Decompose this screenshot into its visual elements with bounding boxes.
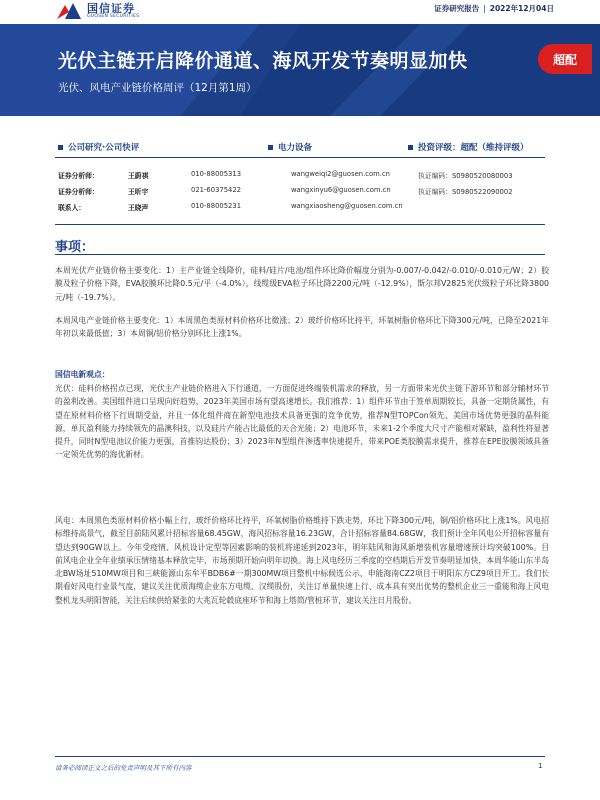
top-bar	[0, 0, 600, 24]
logo-name-cn: 国信证券	[87, 1, 135, 15]
square-bullet-icon	[268, 145, 273, 150]
heading-underline	[55, 254, 545, 255]
logo-icon	[55, 1, 83, 21]
section-company-research: 公司研究·公司快评	[58, 141, 139, 153]
company-logo	[55, 0, 139, 22]
doc-type: 证券研究报告	[434, 4, 480, 13]
report-date: 2022年12月04日	[489, 4, 554, 13]
section-rating: 投资评级：超配（维持评级）	[408, 141, 529, 153]
view-title: 国信电新观点：	[55, 370, 110, 379]
analyst-row: 联系人： 王晓声 010-88005231 wangxiaosheng@guosen.com.cn	[58, 202, 403, 212]
analyst-divider	[55, 224, 545, 225]
footer-disclaimer: 请务必阅读正文之后的免责声明及其下所有内容	[55, 764, 192, 772]
analyst-row: 证券分析师： 王昕宇 021-60375422 wangxinyu6@guosen.com.cn 执证编码：S0980522090002	[58, 186, 513, 196]
paragraph-pv-prices: 本周光伏产业链价格主要变化：1）主产业链全线降价，硅料/硅片/电池/组件环比降价幅度分别为-0.007/-0.042/-0.010/-0.010元/W；2）胶膜及粒子价格下降，EVA胶膜环比降0.5元/平（-4.0%），线缆级EVA粒子环比降2200元/吨（-12.9%），斯尔邦V2825光伏级粒子环比降3800元/吨（-19.7%）。	[55, 266, 549, 302]
section-heading: 事项：	[55, 240, 95, 255]
paragraph-pv-view: 光伏：硅料价格拐点已现，光伏主产业链价格进入下行通道，一方面促进终端装机需求的释放，另一方面带来光伏主链下游环节和部分辅材环节的盈利改善。美国组件进口呈现向好趋势，2023年美国市场有望高速增长。我们推荐：1）组件环节由于签单周期较长，具备一定期货属性，有望在原材料价格下行周期受益，并且一体化组件商在新型电池技术具备更强的竞争优势，推荐N型TOPCon领先、美国市场优势更强的晶科能源，单瓦盈利能力持续领先的晶澳科技，以及硅片产能占比最低的天合光能；2）电池环节，未来1-2个季度大尺寸产能相对紧缺，盈利性将显著提升，同时N型电池议价能力更强，首推钧达股份；3）2023年N型组件渗透率快速提升，带来POE类胶膜需求提升，推荐在EPE胶膜领域具备一定领先优势的海优新材。	[55, 384, 549, 460]
section-industry: 电力设备	[268, 141, 312, 153]
paragraph-wind-prices: 本周风电产业链价格主要变化：1）本周黑色类原材料价格环比微涨；2）玻纤价格环比持平，环氧树脂价格环比下降300元/吨，已降至2021年年初以来最低值；3）本周铜/铝价格分别环比上涨1%。	[55, 316, 549, 339]
logo-name-en: GUOSEN SECURITIES	[87, 13, 140, 19]
report-subtitle: 光伏、风电产业链价格周评（12月第1周）	[58, 82, 257, 94]
page-number: 1	[538, 762, 543, 770]
square-bullet-icon	[58, 145, 63, 150]
section-divider	[55, 157, 545, 158]
document-meta: 证券研究报告 | 2022年12月04日	[434, 4, 554, 13]
report-title: 光伏主链开启降价通道、海风开发节奏明显加快	[58, 50, 468, 72]
footer-divider	[55, 756, 545, 757]
rating-badge: 超配	[538, 44, 592, 74]
square-bullet-icon	[408, 145, 413, 150]
paragraph-wind-view: 风电：本周黑色类原材料价格小幅上行，玻纤价格环比持平，环氧树脂价格维持下跌走势，环比下降300元/吨，铜/铝价格环比上涨1%。风电招标维持高景气，截至目前陆风累计招标容量68.45GW，海风招标容量16.23GW，合计招标容量84.68GW，我们预计全年风电公开招标容量有望达到90GW以上。今年受疫情、风机设计定型等因素影响的装机将递延到2023年，明年陆风和海风新增装机容量增速预计均突破100%。目前风电企业全年业绩承压情绪基本释放完毕，市场预期开始向明年切换。海上风电经历三季度的空档期后开发节奏明显加快，本周华能山东半岛北BW场址510MW项目和三峡能源山东牟平BDB6#一期300MW项目整机中标候选公示，申能海南CZ2项目于明阳东方CZ9项目开工。我们长期看好风电行业景气度，建议关注优质海缆企业东方电缆、汉缆股份，关注订单量快速上行、成本具有突出优势的整机企业三一重能和海上风电整机龙头明阳智能，关注后续供给紧张的大兆瓦轮毂底座环节和海上塔筒/管桩环节，建议关注日月股份。	[55, 516, 549, 605]
analyst-row: 证券分析师： 王蔚祺 010-88005313 wangweiqi2@guosen.com.cn 执证编码：S0980520080003	[58, 170, 513, 180]
